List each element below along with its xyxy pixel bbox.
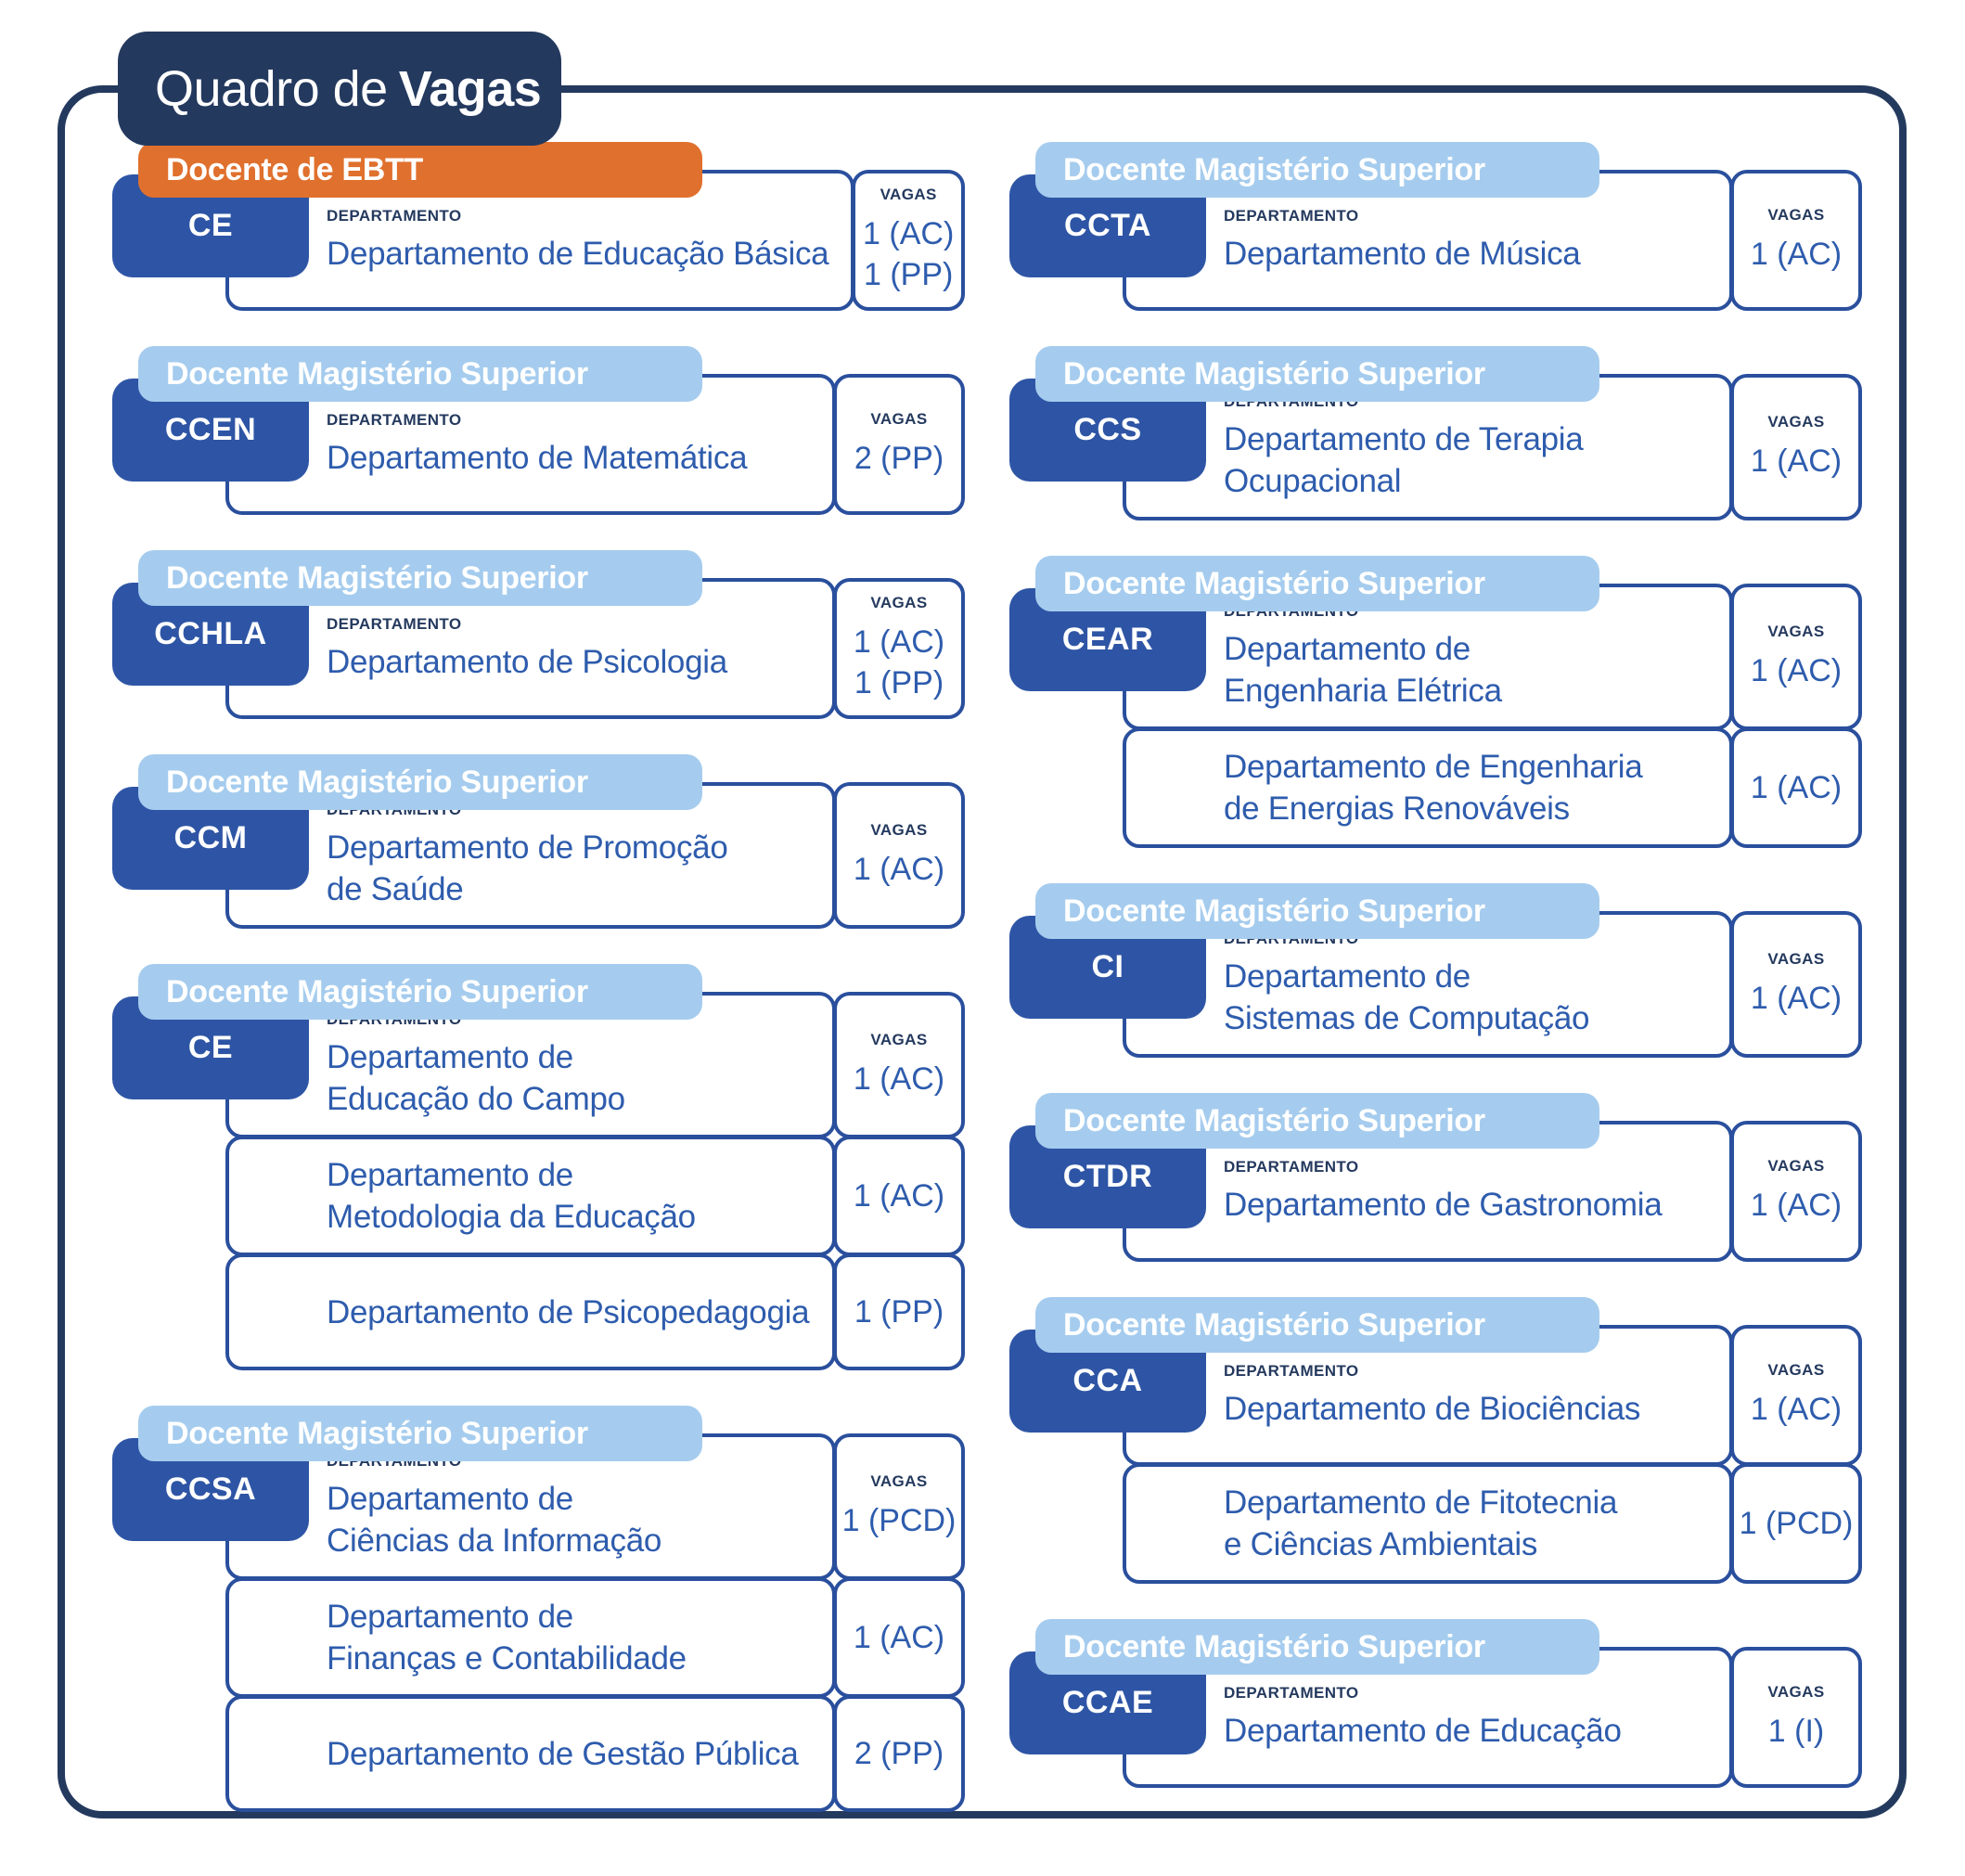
vacancies-cell [1730, 1121, 1862, 1262]
department-row [225, 1253, 965, 1370]
page-title-prefix: Quadro de [155, 60, 388, 117]
vacancies-value: 1 (AC) [853, 852, 945, 887]
vacancies-cell [1730, 1647, 1862, 1788]
vacancies-label: VAGAS [1767, 623, 1825, 640]
vacancies-value: 1 (AC) [1750, 770, 1843, 805]
vacancies-label: VAGAS [870, 1031, 928, 1048]
vacancies-label: VAGAS [1767, 413, 1825, 430]
department-name: Departamento de Engenharia de Energias Renováveis [1224, 749, 1643, 827]
vacancies-value: 1 (AC) [1750, 653, 1843, 688]
vacancies-value: 1 (PCD) [841, 1503, 957, 1538]
vacancies-cell [833, 1433, 965, 1580]
vacancies-value: 2 (PP) [854, 441, 944, 476]
department-name: Departamento de Promoção de Saúde [327, 829, 728, 907]
department-name: Departamento de Música [1224, 235, 1581, 272]
card-rows [1123, 584, 1862, 848]
column-right [1009, 142, 1862, 1788]
category-pill: Docente de EBTT [138, 142, 702, 198]
department-name: Departamento de Engenharia Elétrica [1224, 631, 1502, 709]
vacancies-cell [833, 1253, 965, 1370]
department-row [1123, 1463, 1862, 1584]
department-cell [225, 1577, 836, 1698]
vacancy-card [1009, 556, 1862, 848]
department-name: Departamento de Educação do Campo [327, 1039, 625, 1117]
category-pill: Docente Magistério Superior [1035, 1093, 1599, 1149]
department-name: Departamento de Gestão Pública [327, 1735, 799, 1772]
vacancies-cell [833, 1136, 965, 1256]
department-cell [225, 1695, 836, 1812]
department-name: Departamento de Ciências da Informação [327, 1481, 662, 1559]
center-badge: CTDR [1009, 1125, 1206, 1228]
center-badge: CCHLA [112, 583, 309, 686]
card-rows [225, 1433, 965, 1812]
center-badge: CCSA [112, 1438, 309, 1541]
page-title-bold: Vagas [398, 60, 542, 117]
department-name: Departamento de Fitotecnia e Ciências Ambientais [1224, 1484, 1618, 1562]
vacancies-value: 1 (AC) 1 (PP) [853, 624, 945, 700]
vacancy-card [1009, 1297, 1862, 1584]
department-name: Departamento de Psicopedagogia [327, 1293, 810, 1330]
department-name: Departamento de Psicologia [327, 643, 727, 680]
vacancy-card [1009, 883, 1862, 1058]
vacancy-card [1009, 142, 1862, 311]
vacancies-label: VAGAS [1767, 950, 1825, 968]
department-cell [225, 1253, 836, 1370]
vacancies-value: 1 (AC) [853, 1620, 945, 1655]
department-name: Departamento de Finanças e Contabilidade [327, 1599, 687, 1677]
category-pill: Docente Magistério Superior [138, 550, 702, 606]
vacancies-value: 1 (AC) [853, 1061, 945, 1097]
vacancies-cell [833, 782, 965, 929]
department-name: Departamento de Biociências [1224, 1390, 1641, 1427]
department-name: Departamento de Terapia Ocupacional [1224, 421, 1584, 499]
department-name: Departamento de Gastronomia [1224, 1186, 1663, 1223]
vacancies-value: 1 (AC) [1750, 1392, 1843, 1427]
vacancies-value: 1 (AC) [1750, 443, 1843, 479]
card-rows [1123, 1325, 1862, 1584]
department-label: DEPARTAMENTO [327, 614, 462, 633]
vacancy-card [1009, 346, 1862, 520]
vacancies-label: VAGAS [880, 186, 937, 203]
card-rows [225, 992, 965, 1370]
vacancies-label: VAGAS [1767, 1683, 1825, 1701]
vacancies-label: VAGAS [870, 594, 928, 611]
category-pill: Docente Magistério Superior [1035, 1619, 1599, 1675]
vacancy-card [1009, 1093, 1862, 1262]
vacancy-card [112, 964, 965, 1370]
vacancies-cell [1730, 374, 1862, 520]
vacancies-value: 1 (AC) [1750, 1188, 1843, 1223]
vacancies-cell [1730, 1463, 1862, 1584]
department-row [225, 1136, 965, 1256]
center-badge: CEAR [1009, 588, 1206, 691]
department-name: Departamento de Educação Básica [327, 235, 829, 272]
column-left [112, 142, 965, 1812]
vacancies-cell [1730, 584, 1862, 730]
vacancies-cell [833, 1577, 965, 1698]
center-badge: CCM [112, 787, 309, 890]
vacancy-card [112, 142, 965, 311]
vacancies-cell [1730, 1325, 1862, 1466]
vacancies-value: 1 (I) [1767, 1714, 1825, 1749]
department-label: DEPARTAMENTO [1224, 1361, 1359, 1380]
vacancies-cell [833, 578, 965, 719]
department-cell [1123, 727, 1733, 848]
center-badge: CE [112, 996, 309, 1099]
category-pill: Docente Magistério Superior [1035, 1297, 1599, 1353]
center-badge: CCA [1009, 1330, 1206, 1433]
department-label: DEPARTAMENTO [327, 206, 462, 225]
category-pill: Docente Magistério Superior [1035, 346, 1599, 402]
vacancies-label: VAGAS [1767, 1361, 1825, 1379]
vacancy-card [112, 346, 965, 515]
vacancies-value: 2 (PP) [854, 1736, 944, 1771]
center-badge: CE [112, 174, 309, 277]
vacancies-label: VAGAS [870, 821, 928, 839]
vacancies-label: VAGAS [1767, 1157, 1825, 1175]
vacancy-card [1009, 1619, 1862, 1788]
department-label: DEPARTAMENTO [1224, 206, 1359, 225]
vacancies-cell [833, 992, 965, 1138]
department-row [1123, 727, 1862, 848]
category-pill: Docente Magistério Superior [138, 964, 702, 1020]
category-pill: Docente Magistério Superior [1035, 142, 1599, 198]
vacancies-cell [1730, 727, 1862, 848]
vacancies-value: 1 (AC) [1750, 981, 1843, 1016]
vacancies-value: 1 (PCD) [1739, 1506, 1854, 1541]
center-badge: CCTA [1009, 174, 1206, 277]
vacancies-value: 1 (AC) 1 (PP) [863, 216, 955, 292]
department-name: Departamento de Metodologia da Educação [327, 1157, 696, 1235]
vacancies-value: 1 (PP) [854, 1294, 944, 1330]
vacancies-value: 1 (AC) [853, 1178, 945, 1214]
category-pill: Docente Magistério Superior [138, 754, 702, 810]
vacancies-cell [1730, 911, 1862, 1058]
vacancies-value: 1 (AC) [1750, 237, 1843, 272]
vacancies-label: VAGAS [870, 410, 928, 428]
department-cell [225, 1136, 836, 1256]
department-row [225, 1695, 965, 1812]
vacancy-card [112, 1406, 965, 1812]
department-name: Departamento de Sistemas de Computação [1224, 958, 1590, 1036]
category-pill: Docente Magistério Superior [1035, 556, 1599, 611]
department-name: Departamento de Matemática [327, 439, 748, 476]
department-label: DEPARTAMENTO [1224, 1683, 1359, 1702]
vacancy-card [112, 754, 965, 929]
center-badge: CCS [1009, 379, 1206, 482]
vacancies-cell [852, 170, 965, 311]
vacancies-cell [1730, 170, 1862, 311]
vacancies-label: VAGAS [870, 1472, 928, 1490]
vacancies-cell [833, 1695, 965, 1812]
department-label: DEPARTAMENTO [1224, 1157, 1359, 1176]
page-title [118, 32, 561, 146]
category-pill: Docente Magistério Superior [138, 1406, 702, 1461]
department-row [225, 1577, 965, 1698]
category-pill: Docente Magistério Superior [138, 346, 702, 402]
center-badge: CI [1009, 916, 1206, 1019]
center-badge: CCAE [1009, 1651, 1206, 1754]
vacancies-cell [833, 374, 965, 515]
vacancies-label: VAGAS [1767, 206, 1825, 224]
center-badge: CCEN [112, 379, 309, 482]
department-name: Departamento de Educação [1224, 1712, 1622, 1749]
category-pill: Docente Magistério Superior [1035, 883, 1599, 939]
department-label: DEPARTAMENTO [327, 410, 462, 429]
department-cell [1123, 1463, 1733, 1584]
vacancy-card [112, 550, 965, 719]
